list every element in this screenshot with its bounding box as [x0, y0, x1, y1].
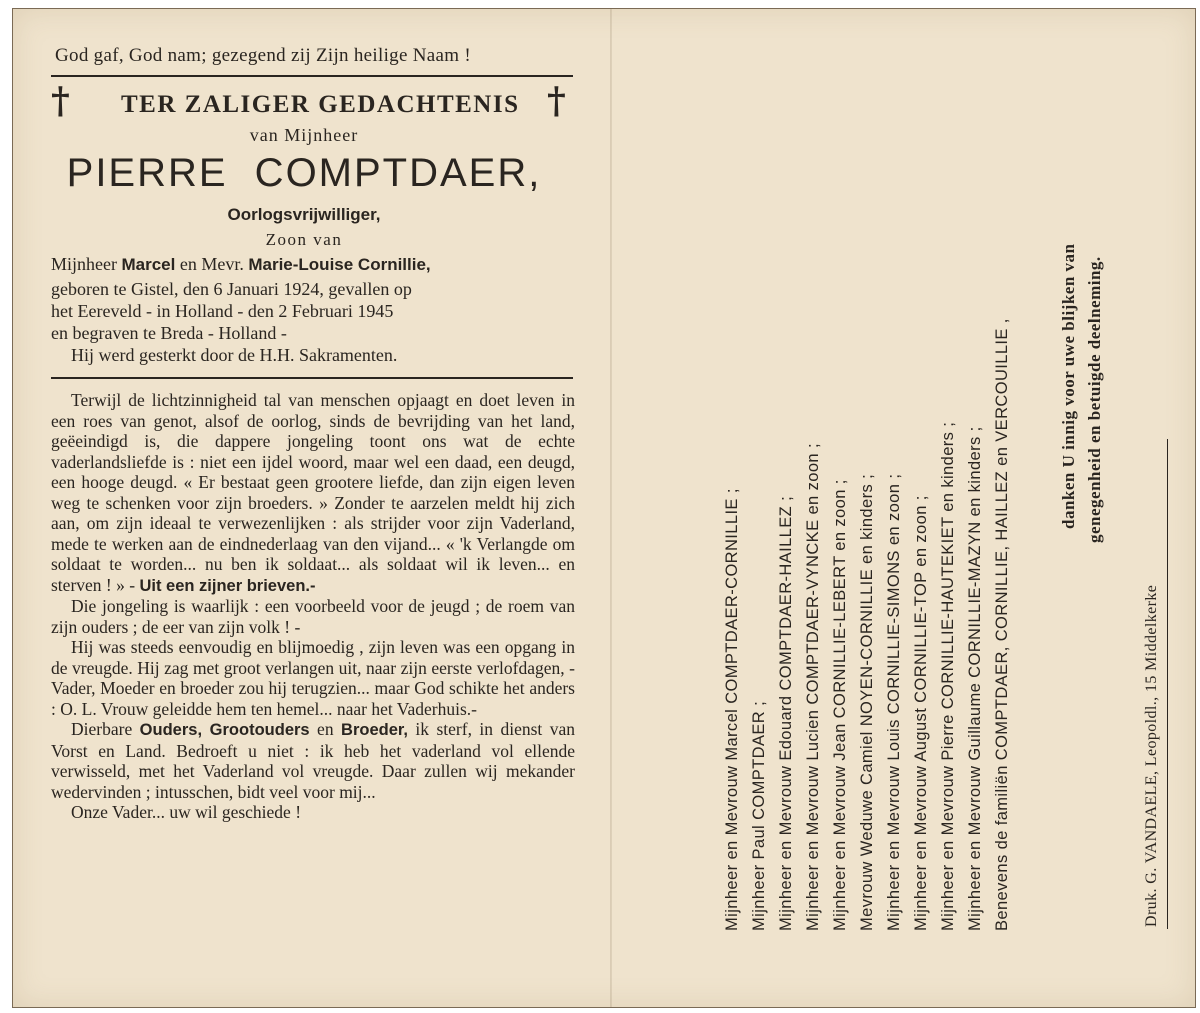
family-line: Mijnheer en Mevrouw August CORNILLIE-TOP en zoon ;	[912, 495, 930, 931]
parents-prefix: Mijnheer	[51, 254, 117, 274]
thanks-line-1: danken U innig voor uwe blijken van	[1059, 243, 1078, 529]
printer-rule	[1167, 439, 1168, 929]
parents-mid: en Mevr.	[179, 254, 244, 274]
left-panel	[37, 9, 575, 1007]
letter-quote-source: Uit een zijner brieven.-	[139, 576, 316, 595]
card-fold	[610, 9, 612, 1007]
cross-left-icon: †	[51, 80, 70, 122]
motto: God gaf, God nam; gezegend zij Zijn heilige Naam !	[55, 45, 471, 66]
top-rule	[51, 75, 573, 77]
printer-imprint: Druk. G. VANDAELE, Leopoldl., 15 Middelkerke	[1143, 584, 1160, 927]
family-line: Mevrouw Weduwe Camiel NOYEN-CORNILLIE en kinders ;	[858, 473, 876, 931]
paragraph-2: Die jongeling is waarlijk : een voorbeeld voor de jeugd ; de roem van zijn ouders ; de eer van zijn volk ! -	[51, 596, 575, 637]
paragraph-4: Dierbare Ouders, Grootouders en Broeder, ik sterf, in dienst van Vorst en Land. Bedroeft u niet : ik heb het vaderland vol ellende verwisseld, met het Vaderland vol vreugde. Daar zullen wij mekander wedervinden ; intusschen, bidt veel voor mij...	[51, 719, 575, 802]
sacraments-line: Hij werd gesterkt door de H.H. Sakramenten.	[71, 345, 398, 365]
death-line: het Eereveld - in Holland - den 2 Februari 1945	[51, 301, 394, 321]
memorial-card	[12, 8, 1196, 1008]
family-line: Mijnheer Paul COMPTDAER ;	[750, 700, 768, 931]
family-line: Benevens de familiën COMPTDAER, CORNILLIE, HAILLEZ en VERCOUILLIE ,	[993, 318, 1011, 931]
memorial-heading: TER ZALIGER GEDACHTENIS	[121, 91, 520, 118]
biography-text	[51, 390, 575, 823]
birth-line: geboren te Gistel, den 6 Januari 1924, gevallen op	[51, 279, 412, 299]
zoon-van: Zoon van	[265, 230, 343, 249]
family-line: Mijnheer en Mevrouw Louis CORNILLIE-SIMONS en zoon ;	[885, 473, 903, 931]
role: Oorlogsvrijwilliger,	[227, 205, 381, 224]
paragraph-5: Onze Vader... uw wil geschiede !	[71, 802, 302, 822]
mid-rule	[51, 377, 573, 379]
paragraph-3: Hij was steeds eenvoudig en blijmoedig , zijn leven was een opgang in de vreugde. Hij zag met groot verlangen uit, naar zijn eerste verlofdagen, - Vader, Moeder en broeder zou hij terugzien... maar God schikte het anders : O. L. Vrouw geleidde hem ten hemel... naar het Vaderhuis.-	[51, 637, 575, 719]
burial-line: en begraven te Breda - Holland -	[51, 323, 287, 343]
right-panel	[613, 9, 1195, 1007]
parents-line	[51, 254, 575, 275]
paragraph-1: Terwijl de lichtzinnigheid tal van menschen opjaagt en doet leven in een roes van genot, alsof de oorlog, sinds de bevrijding van het land, geëeindigd is, die dappere jongeling toont ons wat de echte vaderlandsliefde is : niet een ijdel woord, maar wel een daad, een deugd, een hooge deugd. « Er bestaat geen grootere liefde, dan zijn eigen leven weg te schenken voor zijn broeders. » Zonder te aarzelen meldt hij zich aan, om zijn ideaal te verwezenlijken : als strijder voor zijn Vaderland, mede te werken aan de eindnederlaag van den vijand... « 'k Verlangde om soldaat te worden... nu ben ik soldaat... als soldaat wil ik leven... en sterven ! » - Uit een zijner brieven.-	[51, 390, 575, 595]
mother-name: Marie-Louise Cornillie,	[248, 255, 431, 274]
deceased-name: PIERRE COMPTDAER,	[66, 151, 542, 195]
family-line: Mijnheer en Mevrouw Marcel COMPTDAER-CORNILLIE ;	[723, 488, 741, 931]
cross-right-icon: †	[547, 80, 566, 122]
family-line: Mijnheer en Mevrouw Guillaume CORNILLIE-MAZYN en kinders ;	[966, 426, 984, 931]
family-line: Mijnheer en Mevrouw Pierre CORNILLIE-HAUTEKIET en kinders ;	[939, 421, 957, 931]
family-line: Mijnheer en Mevrouw Lucien COMPTDAER-VYNCKE en zoon ;	[804, 443, 822, 931]
thanks-line-2: genegenheid en betuigde deelneming.	[1085, 256, 1104, 543]
family-line: Mijnheer en Mevrouw Jean CORNILLIE-LEBERT en zoon ;	[831, 479, 849, 931]
van-mijnheer: van Mijnheer	[249, 125, 359, 145]
family-line: Mijnheer en Mevrouw Edouard COMPTDAER-HAILLEZ ;	[777, 495, 795, 931]
father-name: Marcel	[121, 255, 176, 274]
